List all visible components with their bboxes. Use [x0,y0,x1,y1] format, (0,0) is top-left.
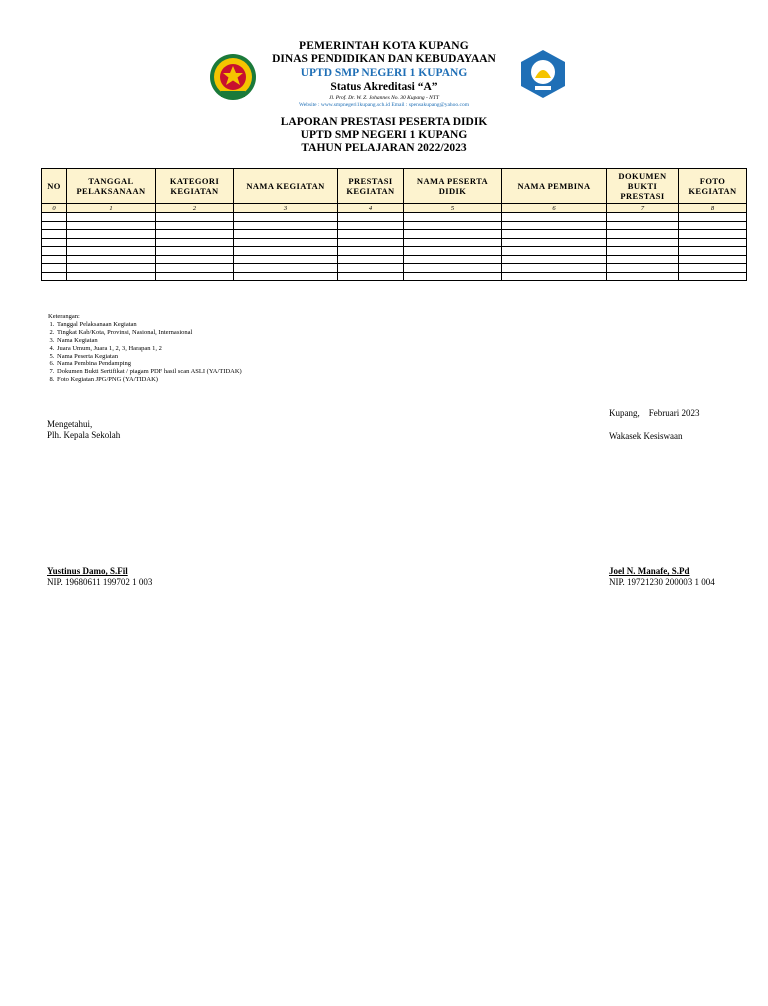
note-item: 7. Dokumen Bukti Sertifikat / piagam PDF hasil scan ASLI (YA/TIDAK) [56,368,242,376]
table-row [42,238,747,247]
header-kategori: KATEGORI KEGIATAN [156,169,234,204]
acknowledged-label: Mengetahui, [47,419,93,429]
index-cell: 0 [42,204,67,213]
header-foto: FOTO KEGIATAN [679,169,747,204]
principal-label: Plh. Kepala Sekolah [47,430,121,440]
index-cell: 3 [234,204,338,213]
report-title [0,116,768,155]
header-tanggal: TANGGAL PELAKSANAAN [67,169,156,204]
note-item: 1. Tanggal Pelaksanaan Kegiatan [56,321,242,329]
note-item: 5. Nama Peserta Kegiatan [56,353,242,361]
header-website: Website : www.smpnegeri1kupang.sch.id Email : spensakupang@yahoo.com [299,102,469,108]
notes-section [48,313,242,384]
header-school: UPTD SMP NEGERI 1 KUPANG [300,67,468,79]
index-cell: 8 [679,204,747,213]
index-cell: 1 [67,204,156,213]
note-item: 2. Tingkat Kab/Kota, Provinsi, Nasional, Internasional [56,329,242,337]
index-cell: 7 [607,204,679,213]
principal-name: Yustinus Damo, S.Fil [47,566,128,576]
note-item: 6. Nama Pembina Pendamping [56,360,242,368]
notes-title: Keterangan: [48,313,80,320]
index-cell: 4 [338,204,404,213]
left-signature-label [47,419,120,441]
index-cell: 2 [156,204,234,213]
header-department: DINAS PENDIDIKAN DAN KEBUDAYAAN [272,53,496,65]
right-signature-block [609,566,715,588]
table-index-row [42,204,747,213]
header-accreditation: Status Akreditasi “A” [330,81,438,93]
achievement-table [41,168,747,281]
vice-principal-nip: NIP. 19721230 200003 1 004 [609,577,715,587]
principal-nip: NIP. 19680611 199702 1 003 [47,577,153,587]
title-line-1: LAPORAN PRESTASI PESERTA DIDIK [280,116,488,128]
notes-list [48,321,242,384]
table-row [42,255,747,264]
note-item: 8. Foto Kegiatan JPG/PNG (YA/TIDAK) [56,376,242,384]
index-cell: 5 [404,204,502,213]
table-row [42,213,747,222]
signature-date: Kupang, Februari 2023 [609,408,700,418]
header-no: NO [42,169,67,204]
table-row [42,247,747,256]
title-line-2: UPTD SMP NEGERI 1 KUPANG [300,129,468,141]
header-government: PEMERINTAH KOTA KUPANG [299,40,469,52]
header-prestasi: PRESTASI KEGIATAN [338,169,404,204]
table-header-row [42,169,747,204]
vice-principal-label: Wakasek Kesiswaan [609,431,683,441]
header-dokumen: DOKUMEN BUKTI PRESTASI [607,169,679,204]
note-item: 4. Juara Umum, Juara 1, 2, 3, Harapan 1, 2 [56,345,242,353]
table-row [42,230,747,239]
header-pembina: NAMA PEMBINA [502,169,607,204]
table-row [42,272,747,281]
note-item: 3. Nama Kegiatan [56,337,242,345]
header-address: Jl. Prof. Dr. W. Z. Johannes No. 30 Kupang - NTT [329,95,439,101]
title-line-3: TAHUN PELAJARAN 2022/2023 [301,142,467,154]
table-row [42,264,747,273]
header-nama-kegiatan: NAMA KEGIATAN [234,169,338,204]
letterhead [0,40,768,109]
vice-principal-name: Joel N. Manafe, S.Pd [609,566,690,576]
left-signature-block [47,566,152,588]
index-cell: 6 [502,204,607,213]
header-peserta: NAMA PESERTA DIDIK [404,169,502,204]
table-row [42,221,747,230]
